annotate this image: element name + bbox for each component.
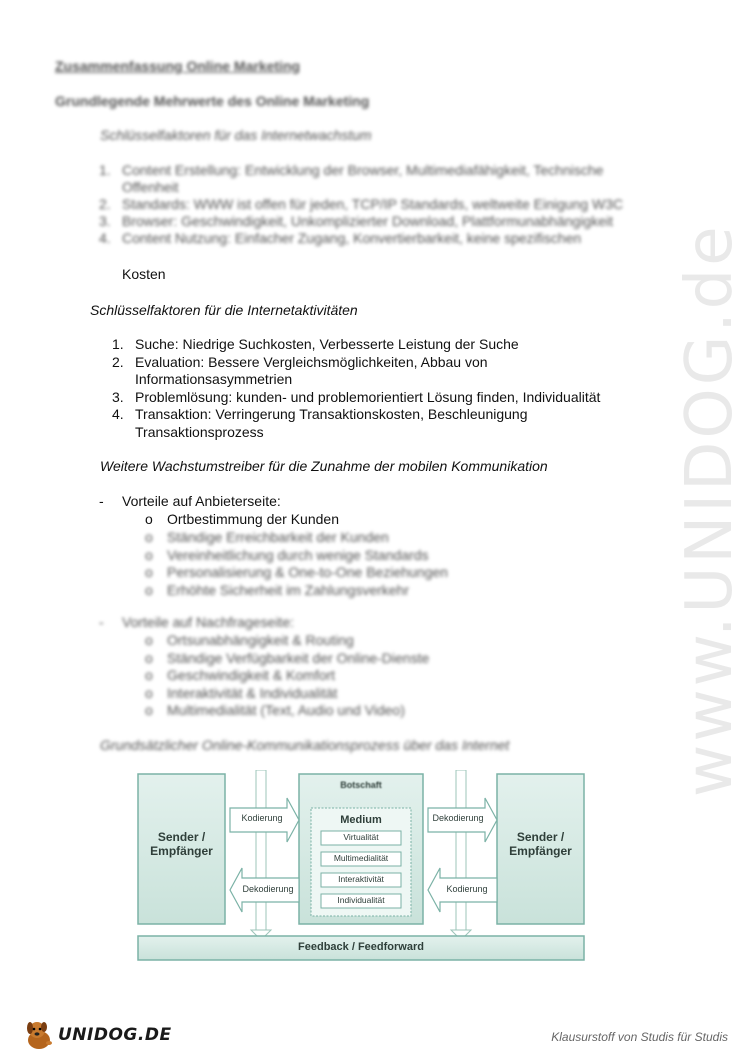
section-title: Grundlegende Mehrwerte des Online Marketing xyxy=(55,93,370,109)
subheading-internet-activities: Schlüsselfaktoren für die Internetaktivitäten xyxy=(90,302,358,318)
list-item: 3. Problemlösung: kunden- und problemorientiert Lösung finden, Individualität xyxy=(112,388,601,405)
medium-item: Virtualität xyxy=(343,832,379,842)
medium-item: Multimedialität xyxy=(333,853,389,863)
subheading-mobile-growth: Weitere Wachstumstreiber für die Zunahme der mobilen Kommunikation xyxy=(100,458,548,474)
list-item: o Interaktivität & Individualität xyxy=(145,684,338,701)
list-item: o Ständige Verfügbarkeit der Online-Dienste xyxy=(145,649,430,666)
list-item: o Geschwindigkeit & Komfort xyxy=(145,667,336,683)
circle-bullet: o xyxy=(145,511,153,527)
watermark: www.UNIDOG.de xyxy=(673,223,747,797)
medium-item: Individualität xyxy=(337,895,385,905)
list-item: 1. Suche: Niedrige Suchkosten, Verbesserte Leistung der Suche xyxy=(112,336,519,352)
provider-advantages-label: Vorteile auf Anbieterseite: xyxy=(122,493,281,509)
unidog-logo[interactable] xyxy=(22,1017,172,1053)
sender-label-right: Sender / Empfänger xyxy=(509,830,572,858)
list-item: o Ortsunabhängigkeit & Routing xyxy=(145,632,354,648)
list-item: 4. Transaktion: Verringerung Transaktionskosten, Beschleunigung xyxy=(112,406,528,422)
internet-growth-list xyxy=(99,162,662,247)
message-label: Botschaft xyxy=(340,780,382,790)
arrow-label-decoding-right: Dekodierung xyxy=(432,813,484,823)
dash-bullet: - xyxy=(99,493,104,509)
last-word: Kosten xyxy=(122,266,166,282)
subheading-communication-process: Grundsätzlicher Online-Kommunikationsprozess über das Internet xyxy=(100,737,510,753)
provider-advantages-blurred xyxy=(145,529,448,599)
demand-advantages-label: Vorteile auf Nachfrageseite: xyxy=(122,614,294,630)
list-item: o Ständige Erreichbarkeit der Kunden xyxy=(145,529,389,545)
list-item: 2. Standards: WWW ist offen für jeden, TCP/IP Standards, weltweite Einigung W3C xyxy=(99,196,624,212)
arrow-label-decoding-left: Dekodierung xyxy=(242,884,294,894)
dash-bullet: - xyxy=(99,614,104,630)
logo-text: UNIDOG.DE xyxy=(58,1025,172,1045)
list-item-continuation: Informationsasymmetrien xyxy=(135,371,293,387)
list-item: o Vereinheitlichung durch wenige Standards xyxy=(145,546,429,563)
medium-item: Interaktivität xyxy=(338,874,384,884)
list-item: o Personalisierung & One-to-One Beziehungen xyxy=(145,564,448,580)
medium-title: Medium xyxy=(340,814,382,826)
communication-diagram xyxy=(135,770,587,964)
subheading-internet-growth: Schlüsselfaktoren für das Internetwachstum xyxy=(100,127,372,143)
diagram-shapes xyxy=(135,770,587,964)
sender-label-left: Sender / Empfänger xyxy=(150,830,213,858)
internet-activities-list xyxy=(112,336,600,441)
list-item: o Multimedialität (Text, Audio und Video) xyxy=(145,702,405,718)
provider-advantage-item: Ortbestimmung der Kunden xyxy=(167,511,339,527)
list-item-continuation: Transaktionsprozess xyxy=(135,423,264,440)
list-item: o Erhöhte Sicherheit im Zahlungsverkehr xyxy=(145,581,410,598)
document-title: Zusammenfassung Online Marketing xyxy=(55,58,301,74)
feedback-label: Feedback / Feedforward xyxy=(298,941,424,953)
list-item: 2. Evaluation: Bessere Vergleichsmöglichkeiten, Abbau von xyxy=(112,353,488,370)
list-item: 1. Content Erstellung: Entwicklung der Browser, Multimediafähigkeit, Technische Offenheit xyxy=(99,162,604,195)
arrow-label-encoding-right: Kodierung xyxy=(446,884,488,894)
arrow-label-encoding-left: Kodierung xyxy=(241,813,283,823)
dog-icon xyxy=(22,1018,56,1052)
list-item: 4. Content Nutzung: Einfacher Zugang, Konvertierbarkeit, keine spezifischen xyxy=(99,230,582,246)
list-item: 3. Browser: Geschwindigkeit, Unkomplizierter Download, Plattformunabhängigkeit xyxy=(99,213,614,229)
demand-advantages-blurred xyxy=(145,632,429,720)
footer-tagline: Klausurstoff von Studis für Studis xyxy=(551,1030,728,1044)
